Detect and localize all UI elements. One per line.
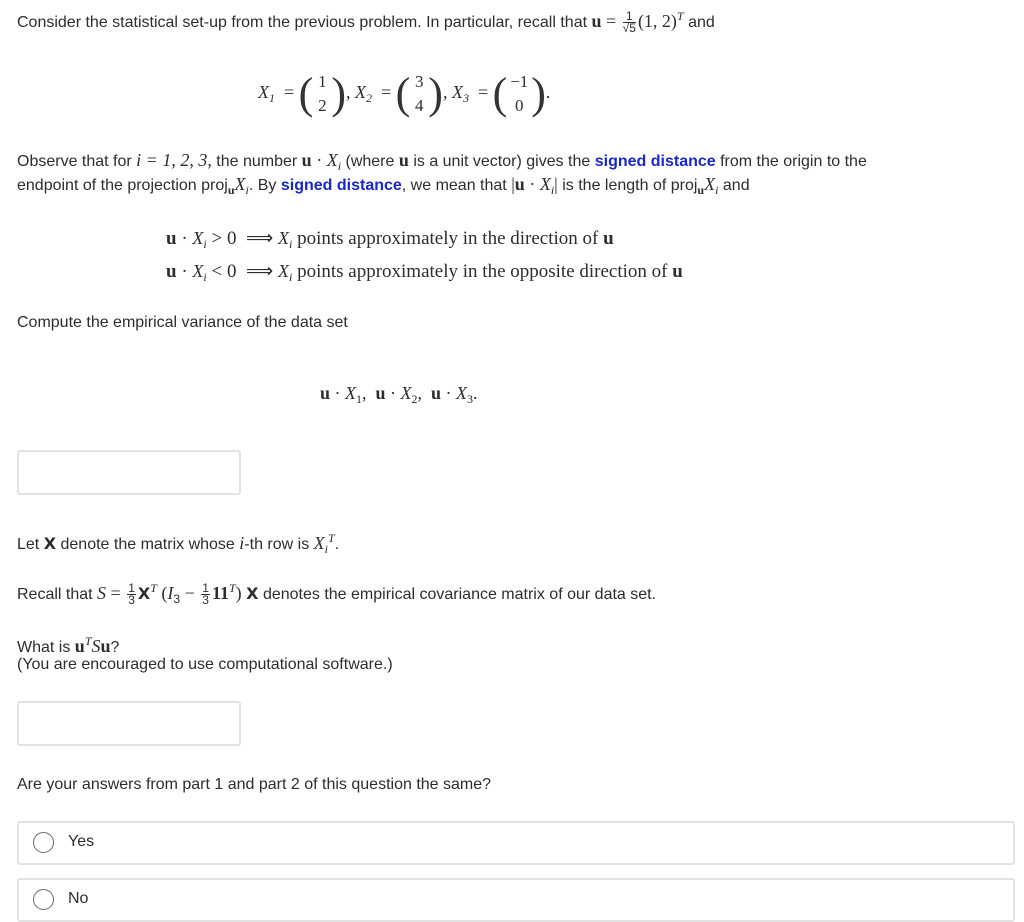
projected-data-set: $u \cdot X_1$, $u \cdot X_2$, $u \cdot X_3$. bbox=[320, 383, 478, 406]
option-yes[interactable] bbox=[17, 821, 1015, 865]
vector-x2: 3 4 bbox=[415, 71, 424, 115]
data-vectors: $X_1$ = ( 1 2 ), $X_2$ = ( 3 4 ), $X_3$ = ( −1 0 ). bbox=[258, 68, 551, 118]
signed-distance-highlight: signed distance bbox=[594, 153, 716, 170]
implication-negative: $u \cdot X_i < 0$ ⟹ $X_i$ points approximately in the opposite direction of u bbox=[166, 261, 683, 284]
vector-x1: 1 2 bbox=[318, 71, 327, 115]
option-yes-label: Yes bbox=[68, 833, 95, 850]
question1-prompt: Compute the empirical variance of the data set bbox=[17, 314, 348, 331]
observe-line-2: endpoint of the projection $proj_uX_i$. By signed distance, we mean that $|u \cdot X_i|$ is the length of $proj_uX_i$ and bbox=[17, 174, 750, 197]
quadratic-form-answer-input[interactable] bbox=[17, 701, 241, 746]
intro-text: Consider the statistical set-up from the previous problem. In particular, recall that bbox=[17, 14, 588, 31]
u-definition: (1, 2) bbox=[637, 11, 677, 31]
matrix-definition: Let X denote the matrix whose i-th row is $X_i^T$. bbox=[17, 531, 340, 556]
observe-line-1: Observe that for i = 1, 2, 3, the number $u \cdot X_i$ (where u is a unit vector) gives the signed distance from the origin to the bbox=[17, 150, 867, 173]
question3-prompt: Are your answers from part 1 and part 2 of this question the same? bbox=[17, 776, 492, 793]
radio-no[interactable] bbox=[33, 889, 54, 910]
option-no-label: No bbox=[68, 890, 89, 907]
radio-yes[interactable] bbox=[33, 832, 54, 853]
implication-positive: $u \cdot X_i > 0$ ⟹ $X_i$ points approximately in the direction of u bbox=[166, 228, 614, 251]
question2-note: (You are encouraged to use computational software.) bbox=[17, 656, 393, 673]
variance-answer-input[interactable] bbox=[17, 450, 241, 495]
index-range: i = 1, 2, 3, bbox=[136, 150, 212, 170]
signed-distance-highlight-2: signed distance bbox=[280, 177, 402, 194]
vector-x3: −1 0 bbox=[510, 71, 529, 115]
intro-and: and bbox=[688, 14, 715, 31]
intro-line: Consider the statistical set-up from the previous problem. In particular, recall that u = $\frac{1}{√5}$ (1, 2)$^T$ and bbox=[17, 9, 715, 36]
option-no[interactable] bbox=[17, 878, 1015, 922]
question2-prompt: What is $u^TSu$? bbox=[17, 634, 120, 656]
recall-covariance: Recall that S = $\frac{1}{3}$ $X^T$ ($I_3$ − $\frac{1}{3}$ $11^T$) X denotes the empirical covariance matrix of our data set. bbox=[17, 581, 657, 608]
